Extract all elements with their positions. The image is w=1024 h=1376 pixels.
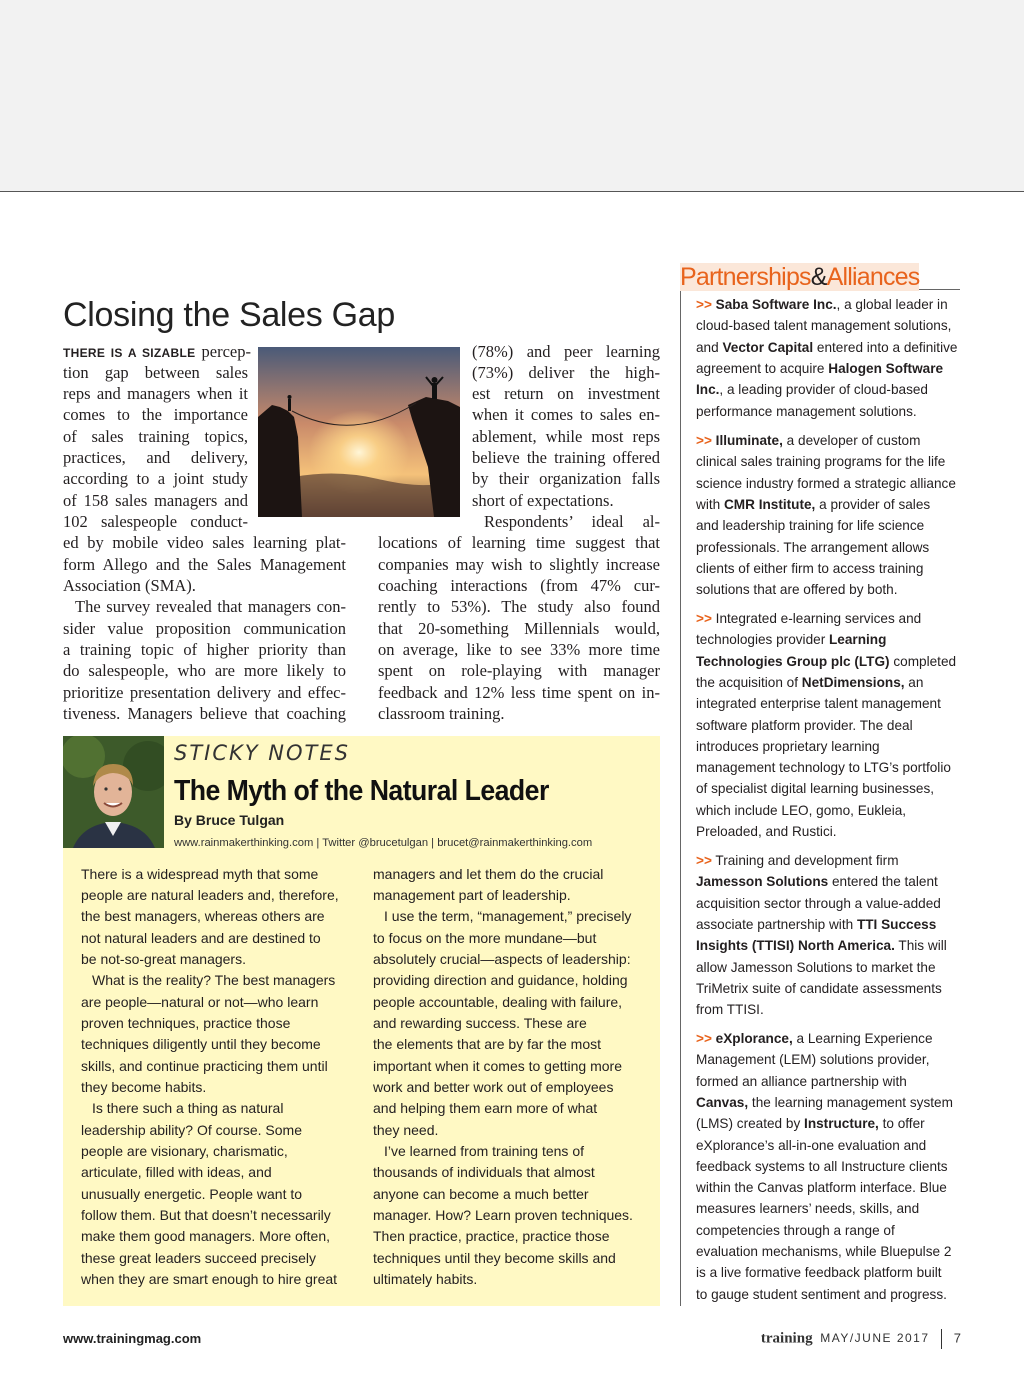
sticky-line: techniques until they become skills and bbox=[373, 1250, 616, 1266]
sidebar-item-line: is a live formative feedback platform built bbox=[696, 1265, 942, 1281]
page-number: 7 bbox=[953, 1330, 961, 1346]
footer-url[interactable]: www.trainingmag.com bbox=[63, 1331, 202, 1346]
sticky-line: proven techniques, practice those bbox=[81, 1015, 291, 1031]
sidebar-item-line: Jamesson Solutions entered the talent bbox=[696, 874, 938, 890]
sticky-line: when they are smart enough to hire great bbox=[81, 1271, 338, 1287]
folio-divider bbox=[941, 1329, 942, 1349]
sidebar-item-line: performance management solutions. bbox=[696, 403, 917, 419]
sidebar-item-line: and leadership training for life science bbox=[696, 518, 925, 534]
sidebar-item-line: technologies provider Learning bbox=[696, 632, 887, 648]
author-portrait bbox=[63, 736, 164, 848]
sticky-line: Is there such a thing as natural bbox=[92, 1100, 284, 1116]
sidebar-item-line: >> eXplorance, a Learning Experience bbox=[696, 1031, 933, 1046]
sidebar-item-line: from TTISI. bbox=[696, 1002, 764, 1018]
sidebar-item-line: which include LEO, gomo, Eukleia, bbox=[696, 802, 907, 818]
sidebar-item-line: TriMetrix suite of candidate assessments bbox=[696, 980, 942, 996]
sticky-line: these great leaders succeed precisely bbox=[81, 1250, 317, 1266]
sticky-line: absolutely crucial—aspects of leadership: bbox=[373, 951, 631, 967]
sidebar-item-line: Preloaded, and Rustici. bbox=[696, 824, 837, 839]
sticky-line: Then practice, practice, practice those bbox=[373, 1228, 610, 1244]
sidebar-item-line: evaluation mechanisms, while Bluepulse 2 bbox=[696, 1244, 952, 1259]
sticky-line: the best managers, whereas others are bbox=[81, 908, 325, 924]
sticky-line: people are natural leaders and, therefore, bbox=[81, 887, 339, 903]
article-line: when it comes to sales en- bbox=[472, 405, 660, 424]
sidebar-item-line: clinical sales training programs for the life bbox=[696, 454, 946, 470]
sidebar-item-line: >> Saba Software Inc., a global leader in bbox=[696, 297, 948, 312]
sticky-line: people accountable, dealing with failure, bbox=[373, 994, 623, 1010]
sidebar-item-line: management technology to LTG’s portfolio bbox=[696, 760, 951, 776]
sticky-line: unusually energetic. People want to bbox=[81, 1186, 303, 1202]
sidebar-item-line: measures learners’ needs, skills, and bbox=[696, 1201, 920, 1217]
company-name: Learning bbox=[829, 632, 887, 648]
sidebar-item-line: (LMS) created by Instructure, to offer bbox=[696, 1116, 925, 1132]
sticky-line: skills, and continue practicing them until bbox=[81, 1058, 328, 1074]
sidebar-item-line: allow Jamesson Solutions to market the bbox=[696, 959, 936, 975]
sidebar-title: Partnerships&Alliances bbox=[680, 263, 960, 290]
article-line: by their organization falls bbox=[472, 469, 660, 488]
sticky-line: articulate, filled with ideas, and bbox=[81, 1164, 272, 1180]
sticky-line: to focus on the more mundane—but bbox=[373, 930, 597, 946]
sidebar-item-line: Inc., a leading provider of cloud-based bbox=[696, 382, 928, 398]
article-title: Closing the Sales Gap bbox=[63, 296, 396, 334]
article-line: (73%) deliver the high- bbox=[472, 363, 660, 382]
sticky-line: providing direction and guidance, holding bbox=[373, 972, 628, 988]
sidebar-item-line: >> Illuminate, a developer of custom bbox=[696, 433, 921, 448]
sticky-line: There is a widespread myth that some bbox=[81, 866, 319, 882]
sticky-line: manager. How? Learn proven techniques. bbox=[373, 1207, 633, 1223]
sticky-line: work and better work out of employees bbox=[373, 1079, 614, 1095]
article-lead-in: THERE IS A SIZABLE bbox=[63, 346, 196, 360]
sticky-line: the elements that are by far the most bbox=[373, 1036, 602, 1052]
sidebar-item-line: >> Training and development firm bbox=[696, 853, 899, 868]
company-name: Halogen Software bbox=[828, 360, 944, 376]
sidebar-item-line: introduces proprietary learning bbox=[696, 738, 880, 754]
article-line: est return on investment bbox=[472, 384, 660, 403]
sidebar-item-line: eXplorance’s all-in-one evaluation and bbox=[696, 1137, 927, 1153]
article-line: of 158 sales managers and bbox=[63, 491, 248, 510]
sidebar-divider bbox=[680, 286, 681, 1306]
article-line: prioritize presentation delivery and effec- bbox=[63, 683, 346, 702]
sticky-line: I’ve learned from training tens of bbox=[384, 1143, 584, 1159]
article-line: tiveness. Managers believe that coaching bbox=[63, 704, 346, 723]
sticky-line: anyone can become a much better bbox=[373, 1186, 589, 1202]
article-line: THERE IS A SIZABLE percep- bbox=[63, 342, 251, 361]
sidebar-item-line: formed an alliance partnership with bbox=[696, 1073, 907, 1089]
sticky-line: they need. bbox=[373, 1122, 439, 1138]
sticky-line: and helping them earn more of what bbox=[373, 1100, 598, 1116]
sidebar-item-line: agreement to acquire Halogen Software bbox=[696, 360, 944, 376]
sticky-line: techniques diligently until they become bbox=[81, 1036, 321, 1052]
author-contact-line: www.rainmakerthinking.com | Twitter @brucetulgan | brucet@rainmakerthinking.com bbox=[174, 837, 593, 849]
sticky-line: thousands of individuals that almost bbox=[373, 1164, 595, 1180]
sidebar-item-line: to gauge student sentiment and progress. bbox=[696, 1286, 947, 1302]
sticky-line: be not-so-great managers. bbox=[81, 951, 246, 967]
company-name: Instructure, bbox=[804, 1116, 879, 1132]
sticky-notes-kicker: STICKY NOTES bbox=[174, 741, 350, 765]
company-name: CMR Institute, bbox=[723, 496, 816, 512]
sticky-line: not natural leaders and are destined to bbox=[81, 930, 321, 946]
article-line: Association (SMA). bbox=[63, 576, 196, 595]
sidebar-item-line: clients of either firm to access training bbox=[696, 560, 924, 576]
company-name: Insights (TTISI) North America. bbox=[696, 938, 895, 954]
article-line: rently to 53%). The study also found bbox=[378, 597, 660, 616]
sticky-line: management part of leadership. bbox=[373, 887, 571, 903]
company-name: NetDimensions, bbox=[801, 674, 905, 690]
company-name: Saba Software Inc. bbox=[715, 297, 837, 312]
sidebar-item-line: Insights (TTISI) North America. This will bbox=[696, 938, 947, 954]
article-line: (78%) and peer learning bbox=[472, 342, 660, 361]
sticky-line: ultimately habits. bbox=[373, 1271, 478, 1287]
company-name: Vector Capital bbox=[722, 339, 814, 355]
article-line: ed by mobile video sales learning plat- bbox=[63, 533, 346, 552]
sidebar-item-line: cloud-based talent management solutions, bbox=[696, 318, 952, 334]
sidebar-item-line: Canvas, the learning management system bbox=[696, 1094, 953, 1110]
article-line: locations of learning time suggest that bbox=[378, 533, 660, 552]
article-line: a training topic of higher priority than bbox=[63, 640, 346, 659]
issue-date: MAY/JUNE 2017 bbox=[820, 1331, 930, 1346]
article-line: form Allego and the Sales Management bbox=[63, 555, 346, 574]
sidebar-item-line: science industry formed a strategic alliance bbox=[696, 475, 956, 491]
sunset-tightrope-photo bbox=[258, 347, 460, 517]
article-line: tion gap between sales bbox=[63, 363, 248, 382]
top-blank-band bbox=[0, 0, 1024, 192]
sidebar-item-line: professionals. The arrangement allows bbox=[696, 539, 930, 555]
sticky-line: and rewarding success. These are bbox=[373, 1015, 587, 1031]
sidebar-item-line: competencies through a range of bbox=[696, 1222, 895, 1238]
article-line: practices, and delivery, bbox=[63, 448, 248, 467]
sticky-line: follow them. But that doesn’t necessarily bbox=[81, 1207, 331, 1223]
sticky-line: they become habits. bbox=[81, 1079, 207, 1095]
article-line: ablement, while most reps bbox=[472, 427, 660, 446]
sidebar-item-line: Management (LEM) solutions provider, bbox=[696, 1052, 930, 1068]
article-line: comes to the importance bbox=[63, 405, 248, 424]
article-line: 102 salespeople conduct- bbox=[63, 512, 248, 531]
article-line: believe the training offered bbox=[472, 448, 660, 467]
article-line: feedback and 12% less time spent on in- bbox=[378, 683, 660, 702]
article-line: on average, like to see 33% more time bbox=[378, 640, 660, 659]
company-name: Illuminate, bbox=[715, 433, 783, 448]
article-line: coaching interactions (from 47% cur- bbox=[378, 576, 660, 595]
article-line: The survey revealed that managers con- bbox=[75, 597, 346, 616]
sticky-line: people are visionary, charismatic, bbox=[81, 1143, 288, 1159]
sidebar-item-line: associate partnership with TTI Success bbox=[696, 916, 937, 932]
footer-folio bbox=[761, 1329, 961, 1349]
arrow-marker: >> bbox=[696, 611, 712, 626]
article-line: Respondents’ ideal al- bbox=[484, 512, 660, 531]
sidebar-item-line: of specialist digital learning businesses, bbox=[696, 781, 935, 797]
article-line: sider value proposition communication bbox=[63, 619, 346, 638]
magazine-name: training bbox=[760, 1330, 813, 1347]
sidebar-item-line: the acquisition of NetDimensions, an bbox=[696, 674, 924, 690]
sticky-line: important when it comes to getting more bbox=[373, 1058, 623, 1074]
company-name: eXplorance, bbox=[715, 1031, 793, 1046]
sticky-notes-title: The Myth of the Natural Leader bbox=[174, 775, 549, 807]
article-line: companies may wish to slightly increase bbox=[378, 555, 660, 574]
sidebar-item-line: integrated enterprise talent management bbox=[696, 696, 941, 712]
article-line: according to a joint study bbox=[63, 469, 248, 488]
sticky-line: leadership ability? Of course. Some bbox=[81, 1122, 302, 1138]
sidebar-item-line: within the Canvas platform interface. Blue bbox=[696, 1180, 947, 1196]
article-line: that 20-something Millennials would, bbox=[378, 619, 660, 638]
sticky-line: make them good managers. More often, bbox=[81, 1228, 331, 1244]
company-name: TTI Success bbox=[856, 916, 937, 932]
arrow-marker: >> bbox=[696, 297, 712, 312]
company-name: Jamesson Solutions bbox=[696, 874, 829, 890]
article-line: spent on role-playing with manager bbox=[378, 661, 660, 680]
company-name: Technologies Group plc (LTG) bbox=[696, 653, 890, 669]
sidebar-item-line: solutions that are offered by both. bbox=[696, 582, 898, 598]
company-name: Inc. bbox=[696, 382, 720, 398]
article-line: classroom training. bbox=[378, 704, 505, 723]
article-line: do salespeople, who are more likely to bbox=[63, 661, 346, 680]
sidebar-item-line: with CMR Institute, a provider of sales bbox=[696, 496, 931, 512]
sidebar-item-line: >> Integrated e-learning services and bbox=[696, 611, 922, 626]
sidebar-item-line: feedback systems to all Instructure clients bbox=[696, 1158, 948, 1174]
sticky-line: managers and let them do the crucial bbox=[373, 866, 604, 882]
sidebar-item-line: acquisition sector through a value-added bbox=[696, 895, 941, 911]
arrow-marker: >> bbox=[696, 433, 712, 448]
article-line: short of expectations. bbox=[472, 491, 614, 510]
sticky-line: I use the term, “management,” precisely bbox=[384, 908, 632, 924]
sticky-notes-byline: By Bruce Tulgan bbox=[174, 812, 285, 828]
arrow-marker: >> bbox=[696, 853, 712, 868]
company-name: Canvas, bbox=[696, 1094, 749, 1110]
sticky-line: are people—natural or not—who learn bbox=[81, 994, 319, 1010]
article-line: of sales training topics, bbox=[63, 427, 248, 446]
sidebar-item-line: Technologies Group plc (LTG) completed bbox=[696, 653, 957, 669]
article-line: reps and managers when it bbox=[63, 384, 248, 403]
sidebar-item-line: and Vector Capital entered into a definitive bbox=[696, 339, 958, 355]
sidebar-item-line: software platform provider. The deal bbox=[696, 717, 913, 733]
arrow-marker: >> bbox=[696, 1031, 712, 1046]
sticky-line: What is the reality? The best managers bbox=[92, 972, 336, 988]
